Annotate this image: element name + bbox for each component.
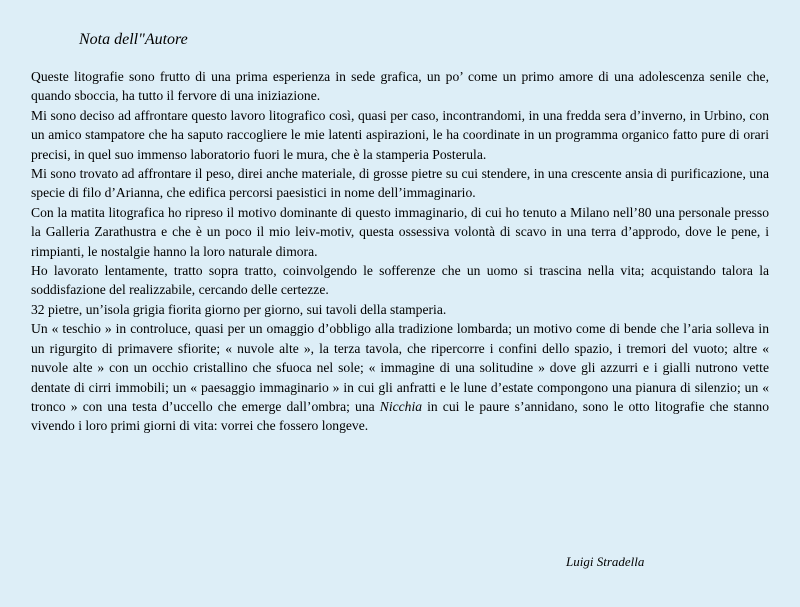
paragraph: Mi sono deciso ad affrontare questo lavoro litografico così, quasi per caso, incontrandomi, in una fredda sera d’inverno, in Urbino, con un amico stampatore che ha saputo raccogliere le mie latenti aspirazioni, le ha coordinate in un programma organico fatto pure di orari precisi, in quel suo immenso laboratorio fuori le mura, che è la stamperia Posterula. xyxy=(31,107,769,162)
paragraph-last xyxy=(31,319,769,435)
document-title: Nota dell"Autore xyxy=(79,31,188,48)
paragraph: Queste litografie sono frutto di una prima esperienza in sede grafica, un po’ come un primo amore di una adolescenza senile che, quando sboccia, ha tutto il fervore di una iniziazione. xyxy=(31,69,769,104)
author-signature: Luigi Stradella xyxy=(566,554,645,569)
document-body xyxy=(31,67,769,436)
paragraph: Ho lavorato lentamente, tratto sopra tratto, coinvolgendo le sofferenze che un uomo si trascina nella vita; acquistando talora la soddisfazione del realizzabile, cercando delle certezze. xyxy=(31,263,769,298)
paragraph-text: Un « teschio » in controluce, quasi per un omaggio d’obbligo alla tradizione lombarda; un motivo come di bende che l’aria solleva in un rigurgito di primavere sfiorite; « nuvole alte », la terza tavola, che ripercorre i confini dello spazio, i tremori del vuoto; altre « nuvole alte » con un occhio cristallino che sfuoca nel sole; « immagine di una solitudine » dove gli azzurri e i gialli nutrono vette dentate di cirri immobili; un « paesaggio immaginario » in cui gli anfratti e le lune d’estate compongono una pianura di silenzio; un « tronco » con una testa d’uccello che emerge dall’ombra; una xyxy=(31,321,769,414)
paragraph: Con la matita litografica ho ripreso il motivo dominante di questo immaginario, di cui ho tenuto a Milano nell’80 una personale presso la Galleria Zarathustra e che è un poco il mio leiv-motiv, questa ossessiva volontà di scavo in una terra d’approdo, dove le pene, i rimpianti, le nostalgie hanno la loro naturale dimora. xyxy=(31,204,769,259)
italic-title-nicchia: Nicchia xyxy=(379,398,423,414)
paragraph: Mi sono trovato ad affrontare il peso, direi anche materiale, di grosse pietre su cui stendere, in una crescente ansia di purificazione, una specie di filo d’Arianna, che edifica percorsi paesistici in nome dell’immaginario. xyxy=(31,166,769,201)
paragraph: 32 pietre, un’isola grigia fiorita giorno per giorno, sui tavoli della stamperia. xyxy=(31,301,447,317)
paragraph-text: in cui le paure s’annidano, sono le otto litografie che stanno vivendo i loro primi giorni di vita: vorrei che fossero longeve. xyxy=(31,398,770,434)
